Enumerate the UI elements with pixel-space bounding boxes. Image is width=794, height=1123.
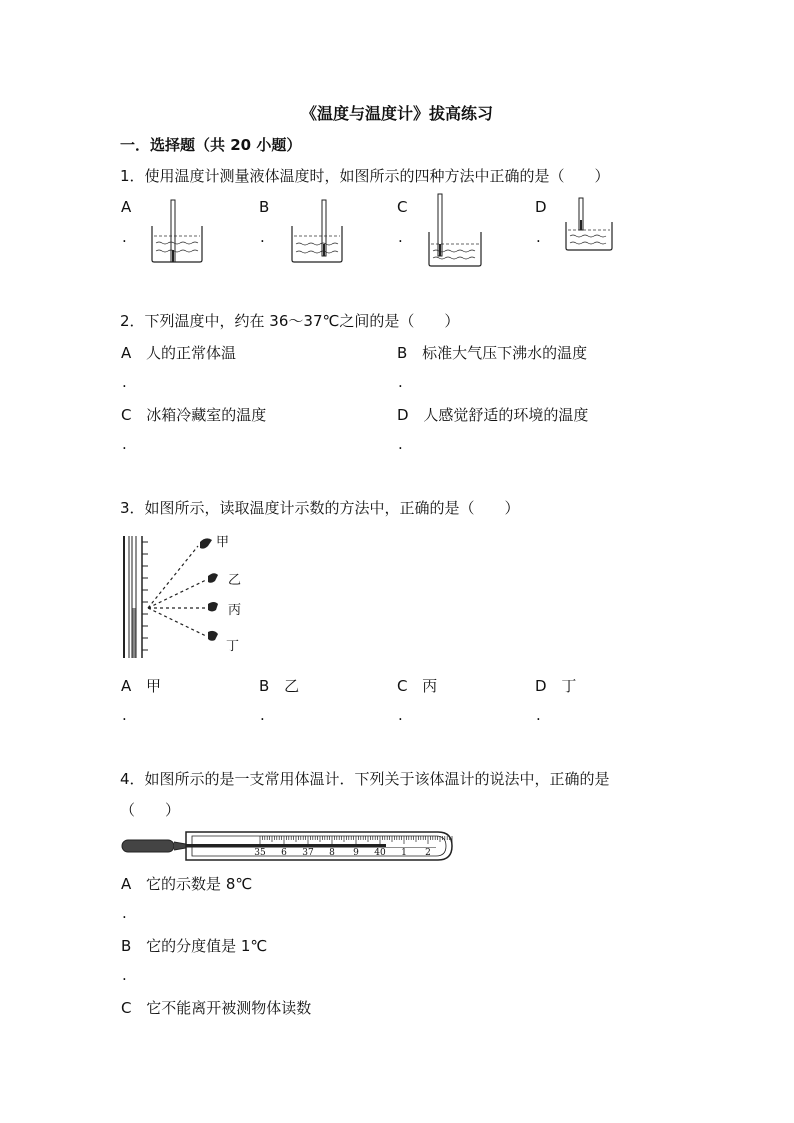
q2-option-b-dot: . xyxy=(398,373,403,391)
q2-option-d-text: 人感觉舒适的环境的温度 xyxy=(423,406,589,424)
question-1-stem: 1．使用温度计测量液体温度时，如图所示的四种方法中正确的是（ ） xyxy=(120,167,610,185)
q4-option-a-text: 它的示数是 8℃ xyxy=(146,875,253,893)
document-title: 《温度与温度计》拔高练习 xyxy=(300,104,493,123)
q1-figure-b xyxy=(288,196,348,266)
q3-option-a[interactable] xyxy=(121,675,161,696)
q2-option-a-text: 人的正常体温 xyxy=(146,344,237,362)
q3-option-d-dot: . xyxy=(536,706,541,724)
q3-figure xyxy=(118,532,248,662)
q2-option-b-text: 标准大气压下沸水的温度 xyxy=(422,344,588,362)
q4-option-c-text: 它不能离开被测物体读数 xyxy=(146,999,312,1017)
q4-scale-label: 1 xyxy=(401,848,407,858)
q4-option-b-dot: . xyxy=(122,966,127,984)
q3-figure-label-0: 甲 xyxy=(216,535,230,550)
q2-option-c-dot: . xyxy=(122,435,127,453)
q4-option-c[interactable] xyxy=(121,997,311,1018)
q4-scale-label: 35 xyxy=(254,848,266,858)
question-2-stem: 2．下列温度中，约在 36～37℃之间的是（ ） xyxy=(120,312,460,330)
q3-figure-label-3: 丁 xyxy=(226,639,240,654)
q2-option-d[interactable] xyxy=(397,404,588,425)
q3-option-c[interactable] xyxy=(397,675,437,696)
q1-option-d-letter[interactable]: D xyxy=(535,198,547,216)
q4-scale-label: 40 xyxy=(374,848,386,858)
q1-figure-d xyxy=(562,194,618,258)
q1-option-a-dot: . xyxy=(122,228,127,246)
q1-option-b-dot: . xyxy=(260,228,265,246)
q4-option-a-letter: A xyxy=(121,875,132,893)
q1-figure-c xyxy=(425,192,487,270)
q4-clinical-thermometer xyxy=(120,828,456,864)
q2-option-b-letter: B xyxy=(397,344,408,362)
q3-option-b-letter: B xyxy=(259,677,270,695)
q2-option-d-dot: . xyxy=(398,435,403,453)
q2-option-c[interactable] xyxy=(121,404,266,425)
q2-option-b[interactable] xyxy=(397,342,587,363)
q3-option-c-letter: C xyxy=(397,677,408,695)
q3-figure-label-1: 乙 xyxy=(228,573,242,588)
q3-option-a-letter: A xyxy=(121,677,132,695)
q3-option-b-text: 乙 xyxy=(284,677,300,695)
q3-option-d-text: 丁 xyxy=(561,677,577,695)
q3-option-d[interactable] xyxy=(535,675,576,696)
q4-scale-label: 9 xyxy=(353,848,359,858)
q1-option-d-dot: . xyxy=(536,228,541,246)
q1-figure-a xyxy=(148,196,208,266)
question-3-stem: 3．如图所示，读取温度计示数的方法中，正确的是（ ） xyxy=(120,499,520,517)
q2-option-c-letter: C xyxy=(121,406,132,424)
q4-option-b-letter: B xyxy=(121,937,132,955)
q4-option-b[interactable] xyxy=(121,935,267,956)
q1-option-a-letter[interactable]: A xyxy=(121,198,132,216)
q4-scale-label: 8 xyxy=(329,848,335,858)
q2-option-a[interactable] xyxy=(121,342,236,363)
q2-option-a-letter: A xyxy=(121,344,132,362)
q1-option-c-dot: . xyxy=(398,228,403,246)
q3-option-b-dot: . xyxy=(260,706,265,724)
q3-figure-label-2: 丙 xyxy=(228,603,242,618)
q4-option-b-text: 它的分度值是 1℃ xyxy=(146,937,268,955)
q3-option-a-dot: . xyxy=(122,706,127,724)
q4-scale-label: 2 xyxy=(425,848,431,858)
q1-option-b-letter[interactable]: B xyxy=(259,198,270,216)
q2-option-a-dot: . xyxy=(122,373,127,391)
question-4-stem-line2: （ ） xyxy=(120,801,181,819)
q3-option-d-letter: D xyxy=(535,677,547,695)
q2-option-c-text: 冰箱冷藏室的温度 xyxy=(146,406,267,424)
q3-option-c-dot: . xyxy=(398,706,403,724)
q3-option-b[interactable] xyxy=(259,675,299,696)
q4-option-a-dot: . xyxy=(122,904,127,922)
section-heading: 一．选择题（共 20 小题） xyxy=(120,136,302,154)
q3-option-c-text: 丙 xyxy=(422,677,438,695)
q4-scale-label: 6 xyxy=(281,848,287,858)
q4-option-c-letter: C xyxy=(121,999,132,1017)
question-4-stem-line1: 4．如图所示的是一支常用体温计．下列关于该体温计的说法中，正确的是 xyxy=(120,770,610,788)
q1-option-c-letter[interactable]: C xyxy=(397,198,408,216)
q3-option-a-text: 甲 xyxy=(146,677,162,695)
q2-option-d-letter: D xyxy=(397,406,409,424)
q4-scale-label: 37 xyxy=(302,848,314,858)
q4-option-a[interactable] xyxy=(121,873,252,894)
